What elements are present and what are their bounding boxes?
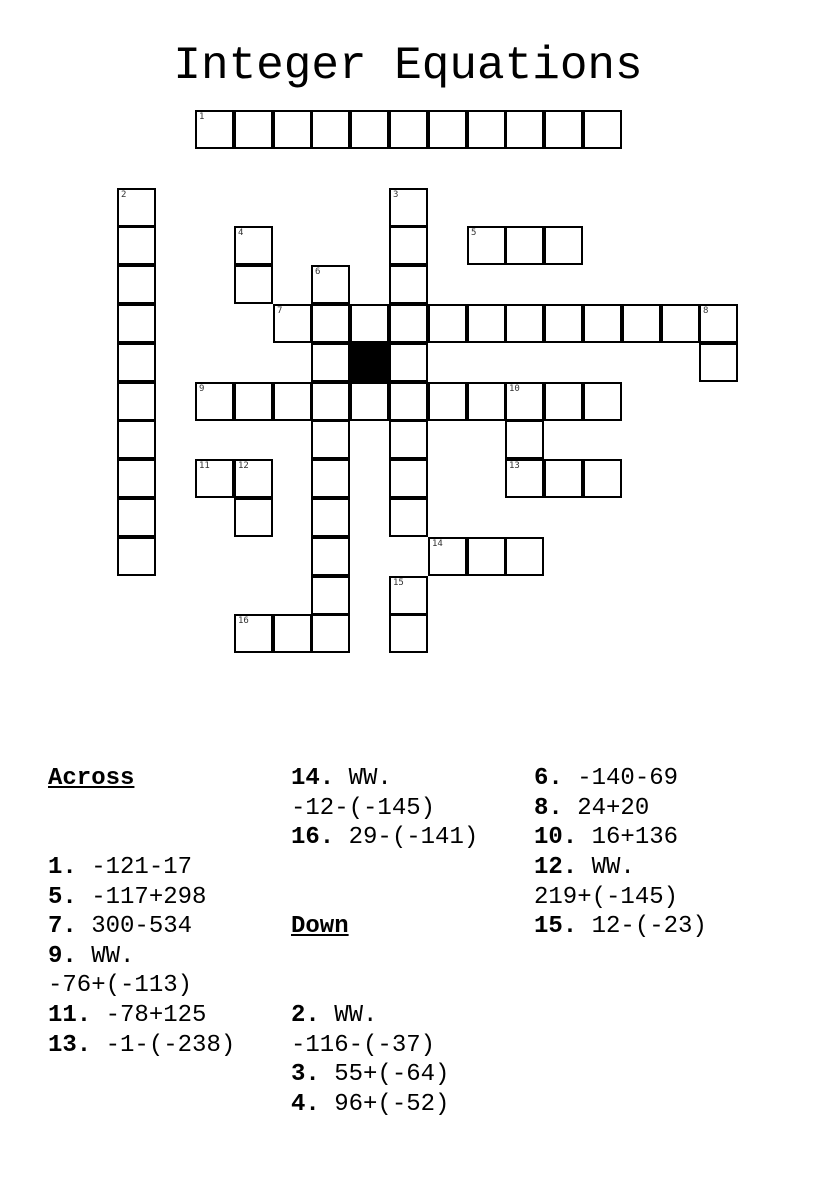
grid-cell[interactable] <box>311 614 350 653</box>
grid-cell[interactable] <box>505 459 544 498</box>
grid-cell[interactable] <box>311 304 350 343</box>
grid-cell[interactable] <box>117 265 156 304</box>
cell-number: 1 <box>199 112 205 122</box>
clue-number: 8. <box>534 794 563 822</box>
grid-cell[interactable] <box>389 188 428 227</box>
clue-number: 16. <box>291 824 335 852</box>
across-clue-list <box>48 853 235 1060</box>
grid-cell[interactable] <box>117 420 156 459</box>
grid-cell[interactable] <box>544 382 583 421</box>
clue-number: 4. <box>291 1090 320 1118</box>
clue-text: 219+(-145) <box>534 883 679 911</box>
grid-cell[interactable] <box>273 304 312 343</box>
grid-cell[interactable] <box>389 110 428 149</box>
clue-number: 3. <box>291 1061 320 1089</box>
clue-across <box>48 1031 235 1061</box>
clue-down <box>534 912 707 942</box>
cell-number: 3 <box>393 190 399 200</box>
grid-cell[interactable] <box>350 304 389 343</box>
grid-cell[interactable] <box>117 459 156 498</box>
grid-cell[interactable] <box>583 110 622 149</box>
grid-cell[interactable] <box>389 304 428 343</box>
grid-cell[interactable] <box>505 226 544 265</box>
grid-cell[interactable] <box>583 459 622 498</box>
clue-across <box>48 853 235 883</box>
grid-cell[interactable] <box>195 110 234 149</box>
clue-down <box>291 1060 478 1090</box>
clue-across <box>48 912 235 942</box>
clue-text: -117+298 <box>76 883 207 911</box>
cell-number: 13 <box>509 461 520 471</box>
grid-cell[interactable] <box>389 343 428 382</box>
clue-down <box>291 1090 478 1120</box>
grid-cell[interactable] <box>428 110 467 149</box>
grid-cell[interactable] <box>350 382 389 421</box>
grid-cell[interactable] <box>195 459 234 498</box>
clue-across <box>48 942 235 1001</box>
grid-cell[interactable] <box>273 382 312 421</box>
grid-cell[interactable] <box>467 304 506 343</box>
clue-number: 15. <box>534 913 578 941</box>
grid-cell[interactable] <box>234 265 273 304</box>
grid-cell[interactable] <box>389 498 428 537</box>
grid-cell[interactable] <box>428 304 467 343</box>
clue-number: 11. <box>48 1001 92 1029</box>
clue-text: 300-534 <box>76 913 193 941</box>
grid-cell[interactable] <box>311 459 350 498</box>
clue-column-2 <box>291 705 478 1179</box>
grid-cell[interactable] <box>583 304 622 343</box>
clue-text: -78+125 <box>91 1001 207 1029</box>
cell-number: 9 <box>199 384 205 394</box>
grid-cell[interactable] <box>234 498 273 537</box>
clue-number: 9. <box>48 942 77 970</box>
cell-number: 8 <box>703 306 709 316</box>
cell-number: 11 <box>199 461 210 471</box>
clue-number: 1. <box>48 853 77 881</box>
grid-cell[interactable] <box>467 537 506 576</box>
clue-number: 7. <box>48 913 77 941</box>
grid-cell[interactable] <box>389 459 428 498</box>
puzzle-title: Integer Equations <box>173 40 643 92</box>
grid-cell[interactable] <box>389 420 428 459</box>
grid-cell[interactable] <box>622 304 661 343</box>
clue-text: 55+(-64) <box>319 1061 450 1089</box>
grid-cell[interactable] <box>544 110 583 149</box>
clue-number: 14. <box>291 765 335 793</box>
grid-cell[interactable] <box>661 304 700 343</box>
clue-text: WW. <box>577 853 635 881</box>
grid-cell[interactable] <box>117 498 156 537</box>
clue-text: WW. <box>334 765 392 793</box>
grid-cell[interactable] <box>311 420 350 459</box>
cell-number: 15 <box>393 578 404 588</box>
clue-number: 12. <box>534 853 578 881</box>
grid-cell[interactable] <box>389 382 428 421</box>
grid-cell[interactable] <box>234 226 273 265</box>
grid-cell[interactable] <box>234 614 273 653</box>
grid-cell[interactable] <box>311 265 350 304</box>
grid-cell[interactable] <box>699 343 738 382</box>
across-heading: Across <box>48 765 135 793</box>
clue-number: 6. <box>534 765 563 793</box>
grid-cell[interactable] <box>544 459 583 498</box>
grid-cell[interactable] <box>505 420 544 459</box>
grid-cell[interactable] <box>311 537 350 576</box>
grid-cell[interactable] <box>195 382 234 421</box>
clue-column-3 <box>534 705 707 1001</box>
down-clue-list-continued <box>534 764 707 942</box>
clue-text: -116-(-37) <box>291 1031 436 1059</box>
grid-cell[interactable] <box>389 265 428 304</box>
grid-cell[interactable] <box>311 498 350 537</box>
grid-cell[interactable] <box>428 382 467 421</box>
grid-cell[interactable] <box>467 226 506 265</box>
clue-text: -140-69 <box>562 765 679 793</box>
clue-across <box>291 823 478 853</box>
clue-down <box>534 764 707 794</box>
cell-number: 4 <box>238 228 244 238</box>
grid-cell[interactable] <box>699 304 738 343</box>
grid-cell[interactable] <box>117 188 156 227</box>
clue-column-1 <box>48 705 235 1119</box>
grid-cell[interactable] <box>311 576 350 615</box>
grid-cell[interactable] <box>389 226 428 265</box>
cell-number: 6 <box>315 267 321 277</box>
clue-text: -121-17 <box>76 853 193 881</box>
clue-text: -12-(-145) <box>291 794 436 822</box>
grid-cell[interactable] <box>350 110 389 149</box>
grid-cell[interactable] <box>273 614 312 653</box>
clue-across <box>48 883 235 913</box>
clue-down <box>534 794 707 824</box>
grid-cell[interactable] <box>467 382 506 421</box>
grid-cell[interactable] <box>544 226 583 265</box>
grid-cell[interactable] <box>117 537 156 576</box>
grid-cell[interactable] <box>467 110 506 149</box>
clue-down <box>534 853 707 912</box>
grid-cell[interactable] <box>428 537 467 576</box>
grid-cell[interactable] <box>117 382 156 421</box>
grid-cell[interactable] <box>505 382 544 421</box>
grid-cell[interactable] <box>117 304 156 343</box>
grid-cell[interactable] <box>234 110 273 149</box>
clue-number: 13. <box>48 1031 92 1059</box>
down-heading: Down <box>291 913 349 941</box>
clue-down <box>534 823 707 853</box>
grid-cell[interactable] <box>311 110 350 149</box>
cell-number: 12 <box>238 461 249 471</box>
grid-cell[interactable] <box>234 459 273 498</box>
cell-number: 14 <box>432 539 443 549</box>
clue-number: 2. <box>291 1001 320 1029</box>
grid-cell[interactable] <box>117 226 156 265</box>
clue-text: -1-(-238) <box>91 1031 236 1059</box>
clue-text: WW. <box>76 942 135 970</box>
grid-cell[interactable] <box>311 382 350 421</box>
grid-cell[interactable] <box>389 576 428 615</box>
grid-cell[interactable] <box>311 343 350 382</box>
clue-across <box>291 764 478 823</box>
clue-text: 29-(-141) <box>334 824 479 852</box>
grid-cell[interactable] <box>583 382 622 421</box>
clue-number: 5. <box>48 883 77 911</box>
grid-cell[interactable] <box>505 110 544 149</box>
grid-cell[interactable] <box>117 343 156 382</box>
cell-number: 7 <box>277 306 283 316</box>
clue-text: -76+(-113) <box>48 972 193 1000</box>
clue-text: 24+20 <box>562 794 650 822</box>
grid-cell[interactable] <box>505 304 544 343</box>
grid-cell[interactable] <box>544 304 583 343</box>
cell-number: 10 <box>509 384 520 394</box>
clue-text: 12-(-23) <box>577 913 707 941</box>
black-square <box>350 343 389 382</box>
cell-number: 16 <box>238 616 249 626</box>
clue-down <box>291 1001 478 1060</box>
cell-number: 2 <box>121 190 127 200</box>
clue-number: 10. <box>534 824 578 852</box>
clue-text: WW. <box>319 1001 378 1029</box>
down-clue-list <box>291 1001 478 1119</box>
clue-across <box>48 1001 235 1031</box>
grid-cell[interactable] <box>234 382 273 421</box>
clue-text: 96+(-52) <box>319 1090 450 1118</box>
clue-text: 16+136 <box>577 824 679 852</box>
grid-cell[interactable] <box>389 614 428 653</box>
grid-cell[interactable] <box>273 110 312 149</box>
grid-cell[interactable] <box>505 537 544 576</box>
cell-number: 5 <box>471 228 477 238</box>
across-clue-list-continued <box>291 764 478 853</box>
